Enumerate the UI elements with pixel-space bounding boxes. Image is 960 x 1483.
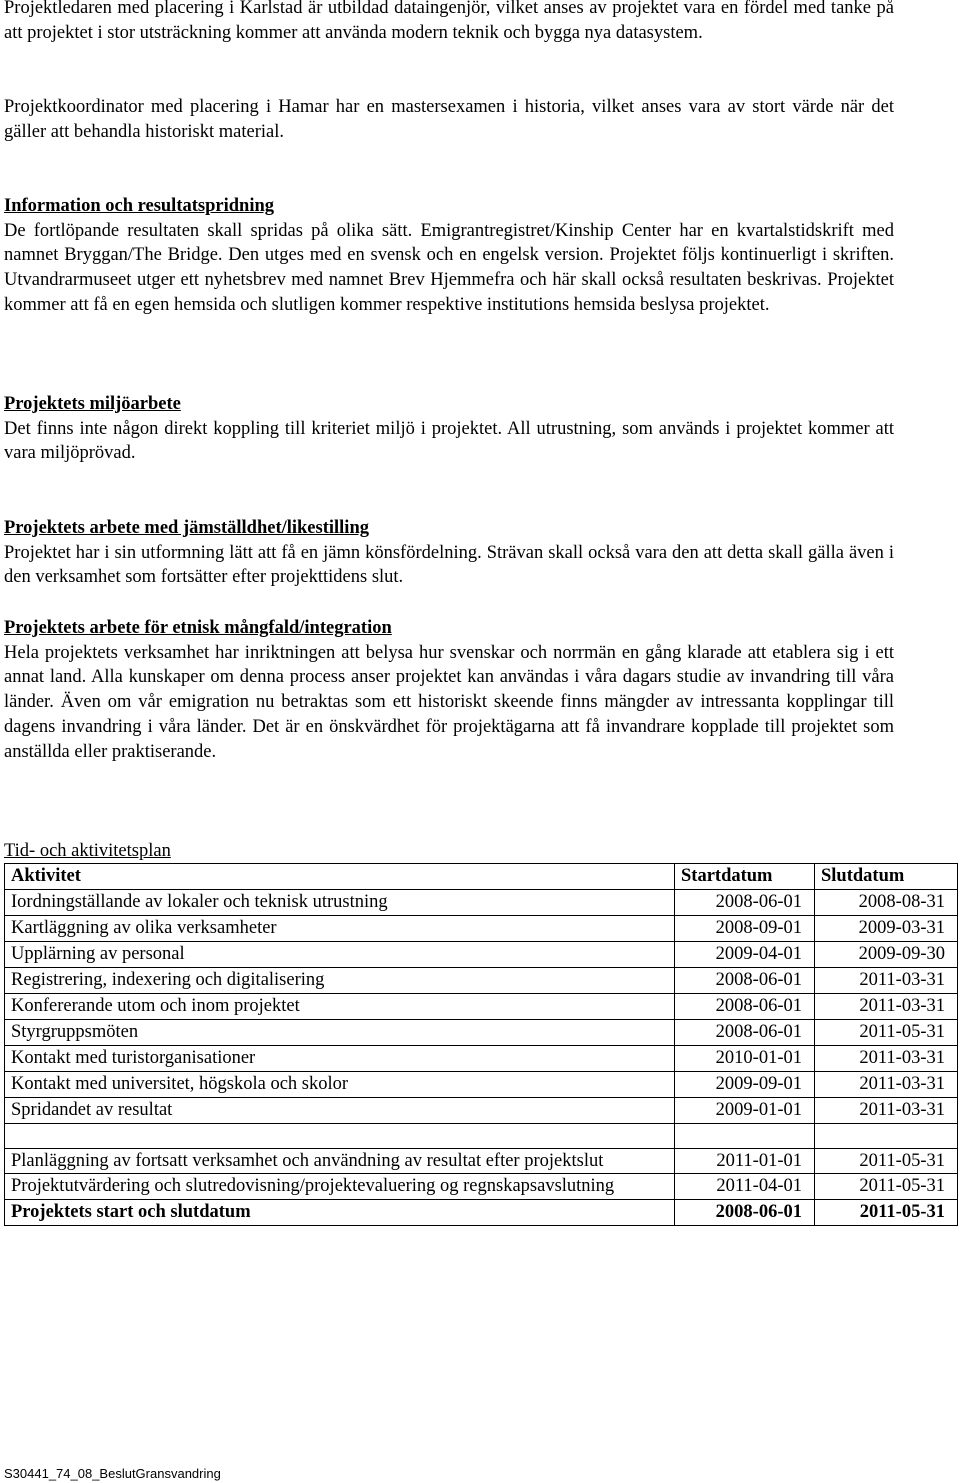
- cell-activity: Projektutvärdering och slutredovisning/projektevaluering og regnskapsavslutning: [5, 1174, 675, 1200]
- section-heading: Information och resultatspridning: [4, 196, 274, 216]
- section-jamstalldhet: [4, 516, 894, 590]
- cell-end-date: 2011-03-31: [815, 967, 958, 993]
- cell-activity: Kartläggning av olika verksamheter: [5, 915, 675, 941]
- cell-start-date: 2008-06-01: [675, 967, 815, 993]
- footer-document-id: S30441_74_08_BeslutGransvandring: [4, 1466, 221, 1481]
- table-row: [5, 1045, 958, 1071]
- table-header-row: [5, 864, 958, 890]
- section-body: Det finns inte någon direkt koppling till kriteriet miljö i projektet. All utrustning, som används i projektet kommer att vara miljöprövad.: [4, 418, 894, 464]
- section-body: De fortlöpande resultaten skall spridas på olika sätt. Emigrantregistret/Kinship Center har en kvartalstidskrift med namnet Bryggan/The Bridge. Den utges med en svensk och en engelsk version. Projektet följs kontinuerligt i skriften. Utvandrarmuseet utger ett nyhetsbrev med namnet Brev Hjemmefra och här skall också resultaten beskrivas. Projektet kommer att få en egen hemsida och slutligen kommer respektive institutions hemsida beslysa projektet.: [4, 220, 894, 315]
- cell-start-date: 2009-01-01: [675, 1097, 815, 1123]
- cell-end-date: 2011-03-31: [815, 993, 958, 1019]
- section-heading: Projektets arbete för etnisk mångfald/integration: [4, 618, 392, 638]
- section-heading: Projektets arbete med jämställdhet/likestilling: [4, 518, 369, 538]
- table-row: [5, 915, 958, 941]
- table-row-empty: [5, 1123, 958, 1148]
- cell-empty: [815, 1123, 958, 1148]
- table-row: [5, 1019, 958, 1045]
- table-row: [5, 967, 958, 993]
- table-row: [5, 1097, 958, 1123]
- cell-start-date: 2008-06-01: [675, 1199, 815, 1225]
- section-body: Hela projektets verksamhet har inriktningen att belysa hur svenskar och norrmän en gång klarade att etablera sig i ett annat land. Alla kunskaper om denna process anser projektet kan användas i våra dagars studie av invandring till våra länder. Även om vår emigration nu betraktas som ett historiskt skeende finns mängder av intressanta kopplingar till dagens invandring i våra länder. Det är en önskvärdhet för projektägarna att få invandrare kopplade till projektet som anställda eller praktiserande.: [4, 642, 894, 762]
- table-row: [5, 993, 958, 1019]
- cell-end-date: 2011-03-31: [815, 1071, 958, 1097]
- cell-end-date: 2011-05-31: [815, 1148, 958, 1174]
- cell-end-date: 2011-03-31: [815, 1097, 958, 1123]
- cell-activity: Upplärning av personal: [5, 941, 675, 967]
- cell-activity: Planläggning av fortsatt verksamhet och användning av resultat efter projektslut: [5, 1148, 675, 1174]
- section-etnisk-mangfald: [4, 616, 894, 764]
- cell-start-date: 2008-06-01: [675, 1019, 815, 1045]
- header-end-date: Slutdatum: [815, 864, 958, 890]
- cell-start-date: 2011-01-01: [675, 1148, 815, 1174]
- table-row: [5, 1148, 958, 1174]
- activity-plan-table: [4, 863, 958, 1226]
- cell-activity: Kontakt med turistorganisationer: [5, 1045, 675, 1071]
- cell-activity: Spridandet av resultat: [5, 1097, 675, 1123]
- section-heading: Projektets miljöarbete: [4, 394, 181, 414]
- cell-activity: Projektets start och slutdatum: [5, 1199, 675, 1225]
- cell-start-date: 2011-04-01: [675, 1174, 815, 1200]
- cell-end-date: 2009-03-31: [815, 915, 958, 941]
- cell-activity: Iordningställande av lokaler och teknisk utrustning: [5, 889, 675, 915]
- section-information: [4, 194, 894, 318]
- cell-start-date: 2008-06-01: [675, 993, 815, 1019]
- cell-activity: Konfererande utom och inom projektet: [5, 993, 675, 1019]
- cell-start-date: 2008-09-01: [675, 915, 815, 941]
- cell-start-date: 2010-01-01: [675, 1045, 815, 1071]
- header-activity: Aktivitet: [5, 864, 675, 890]
- plan-title: Tid- och aktivitetsplan: [4, 841, 171, 861]
- cell-end-date: 2009-09-30: [815, 941, 958, 967]
- header-start-date: Startdatum: [675, 864, 815, 890]
- paragraph-projektkoordinator: Projektkoordinator med placering i Hamar har en mastersexamen i historia, vilket anses vara av stort värde när det gäller att behandla historiskt material.: [4, 97, 894, 142]
- cell-start-date: 2008-06-01: [675, 889, 815, 915]
- section-miljoarbete: [4, 392, 894, 466]
- table-row: [5, 941, 958, 967]
- cell-end-date: 2011-05-31: [815, 1174, 958, 1200]
- cell-end-date: 2008-08-31: [815, 889, 958, 915]
- table-row: [5, 1174, 958, 1200]
- cell-start-date: 2009-04-01: [675, 941, 815, 967]
- table-row: [5, 1071, 958, 1097]
- cell-end-date: 2011-05-31: [815, 1019, 958, 1045]
- cell-start-date: 2009-09-01: [675, 1071, 815, 1097]
- cell-empty: [675, 1123, 815, 1148]
- cell-activity: Styrgruppsmöten: [5, 1019, 675, 1045]
- cell-activity: Registrering, indexering och digitalisering: [5, 967, 675, 993]
- cell-end-date: 2011-05-31: [815, 1199, 958, 1225]
- cell-activity: Kontakt med universitet, högskola och skolor: [5, 1071, 675, 1097]
- cell-empty: [5, 1123, 675, 1148]
- table-total-row: [5, 1199, 958, 1225]
- cell-end-date: 2011-03-31: [815, 1045, 958, 1071]
- section-body: Projektet har i sin utformning lätt att få en jämn könsfördelning. Strävan skall också vara den att detta skall gälla även i den verksamhet som fortsätter efter projekttidens slut.: [4, 542, 894, 588]
- table-row: [5, 889, 958, 915]
- paragraph-projektledaren: Projektledaren med placering i Karlstad är utbildad dataingenjör, vilket anses av projektet vara en fördel med tanke på att projektet i stor utsträckning kommer att använda modern teknik och bygga nya datasystem.: [4, 0, 894, 43]
